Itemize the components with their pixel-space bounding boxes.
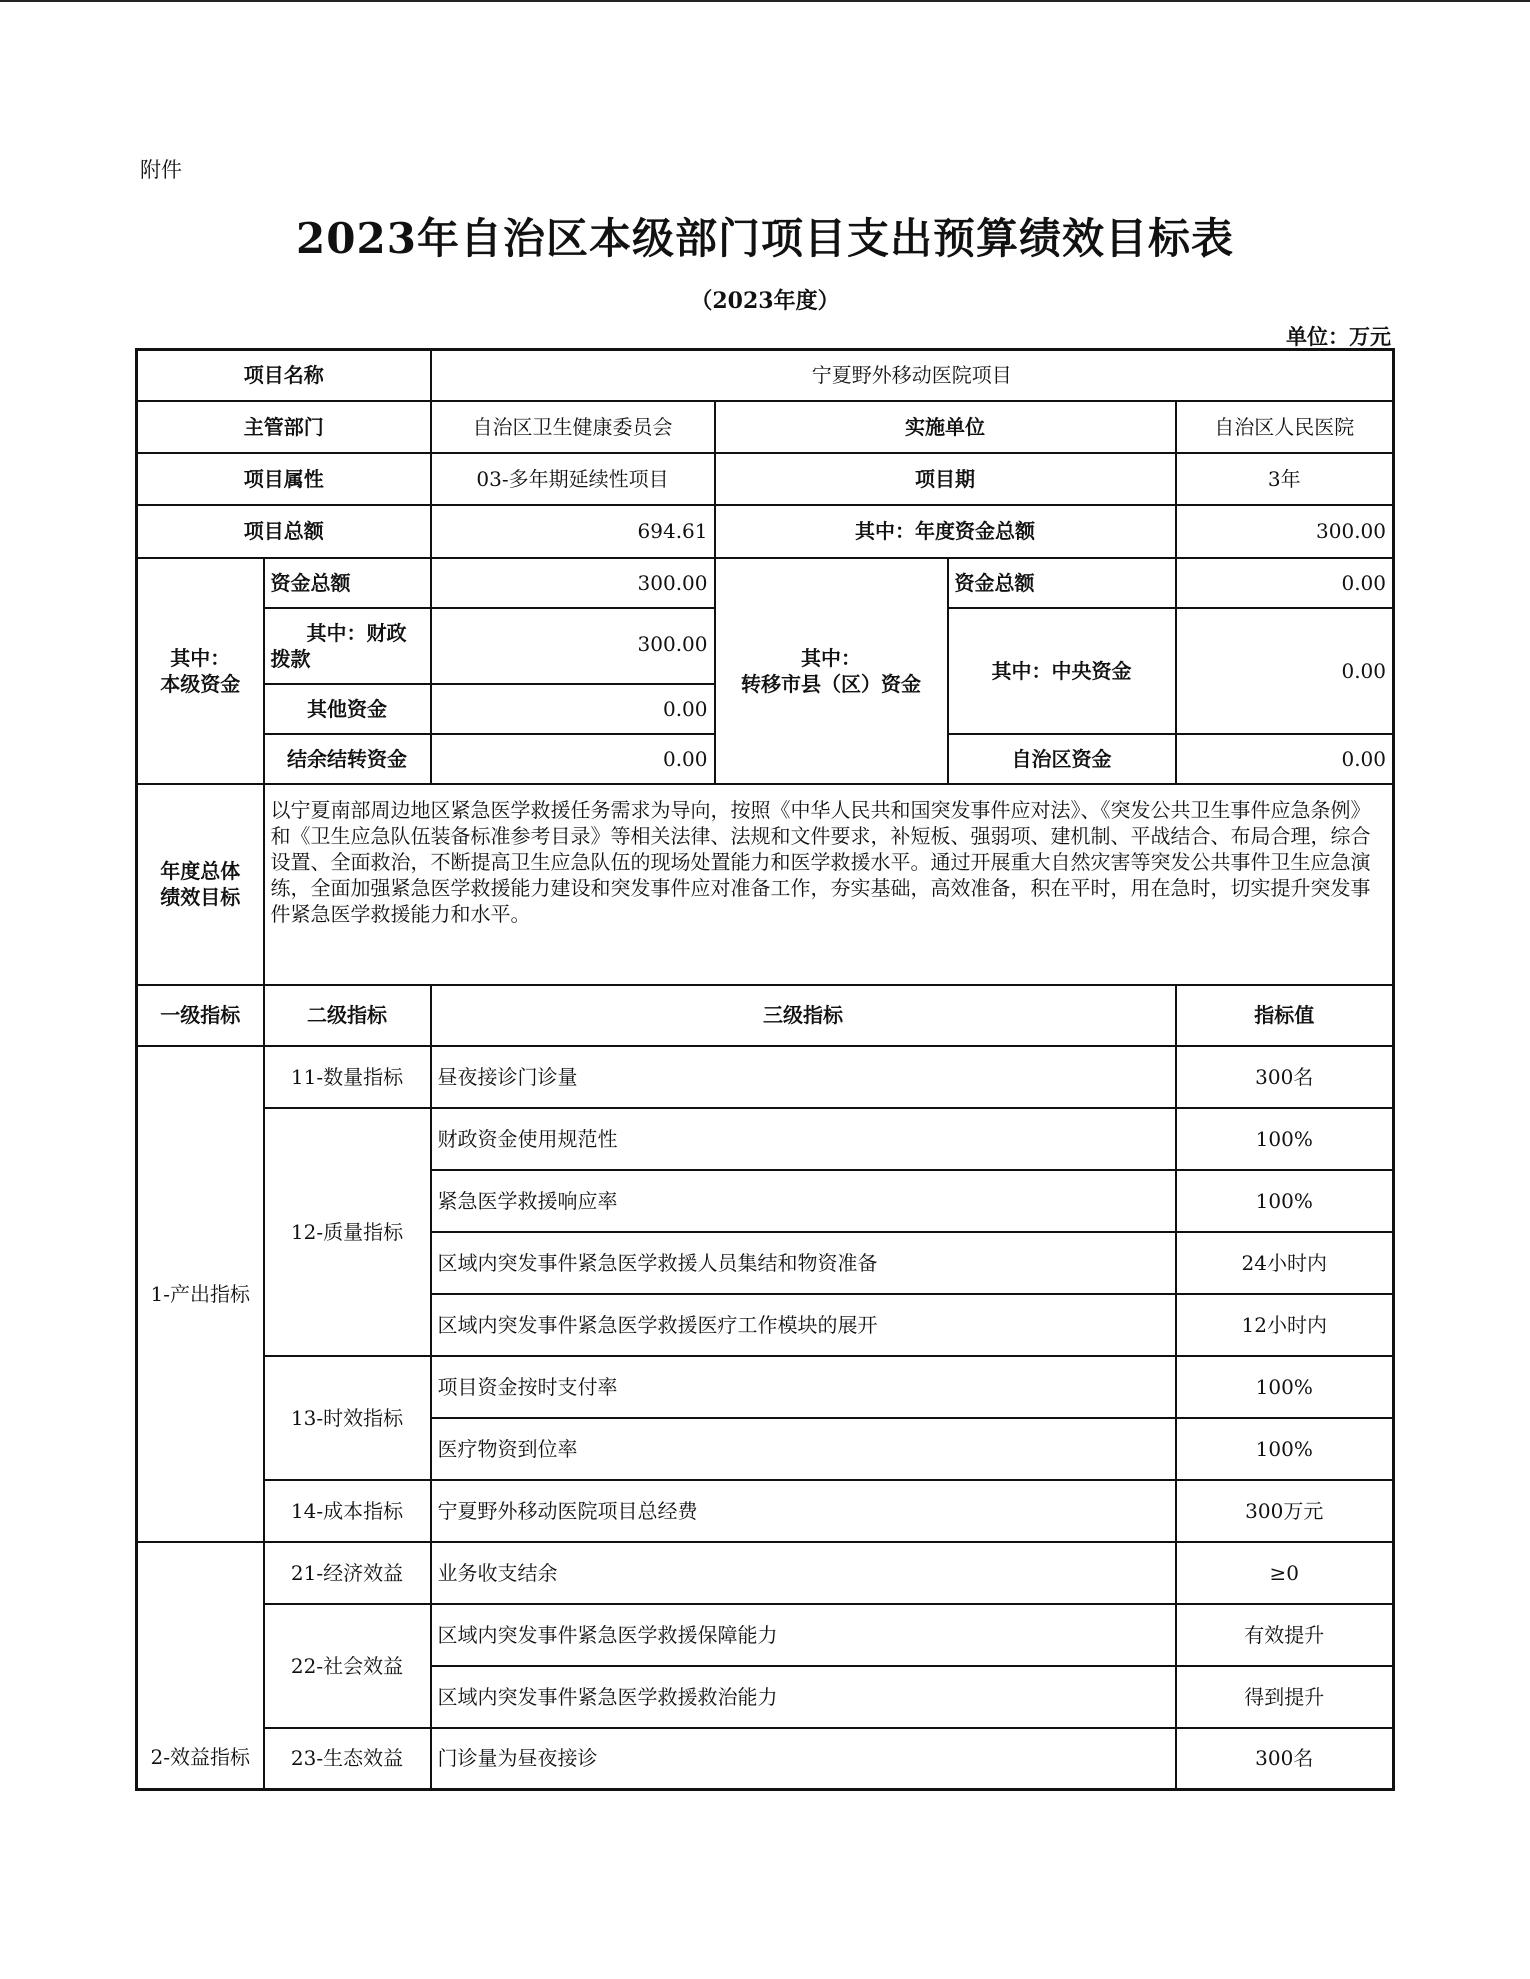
period-value: 3年 — [1176, 453, 1394, 505]
transfer-central-value: 0.00 — [1176, 608, 1394, 734]
header-level2: 二级指标 — [264, 985, 431, 1046]
row-indicator-headers — [137, 985, 1394, 1046]
level2-ecological: 23-生态效益 — [264, 1728, 431, 1790]
indicator-name: 区域内突发事件紧急医学救援保障能力 — [431, 1604, 1176, 1666]
level1-benefit: 2-效益指标 — [137, 1542, 264, 1790]
impl-value: 自治区人民医院 — [1176, 401, 1394, 453]
transfer-central-label: 其中：中央资金 — [948, 608, 1176, 734]
row-attr — [137, 453, 1394, 505]
row-dept — [137, 401, 1394, 453]
header-level3: 三级指标 — [431, 985, 1176, 1046]
indicator-value: 12小时内 — [1176, 1294, 1394, 1356]
header-level1: 一级指标 — [137, 985, 264, 1046]
indicator-value: 有效提升 — [1176, 1604, 1394, 1666]
indicator-value: ≥0 — [1176, 1542, 1394, 1604]
attr-label: 项目属性 — [137, 453, 431, 505]
level2-quantity: 11-数量指标 — [264, 1046, 431, 1108]
indicator-value: 300万元 — [1176, 1480, 1394, 1542]
total-label: 项目总额 — [137, 505, 431, 558]
dept-label: 主管部门 — [137, 401, 431, 453]
local-funds-group-label: 其中： 本级资金 — [137, 558, 264, 784]
indicator-name: 昼夜接诊门诊量 — [431, 1046, 1176, 1108]
indicator-name: 医疗物资到位率 — [431, 1418, 1176, 1480]
local-other-label: 其他资金 — [264, 684, 431, 734]
top-border-line — [0, 0, 1530, 2]
local-total-label: 资金总额 — [264, 558, 431, 608]
annual-goal-text: 以宁夏南部周边地区紧急医学救援任务需求为导向，按照《中华人民共和国突发事件应对法》、《突发公共卫生事件应急条例》和《卫生应急队伍装备标准参考目录》等相关法律、法规和文件要求，补短板、强弱项、建机制、平战结合、布局合理，综合设置、全面救治，不断提高卫生应急队伍的现场处置能力和医学救援水平。通过开展重大自然灾害等突发公共事件卫生应急演练，全面加强紧急医学救援能力建设和突发事件应对准备工作，夯实基础，高效准备，积在平时，用在急时，切实提升突发事件紧急医学救援能力和水平。 — [264, 784, 1394, 985]
indicator-name: 门诊量为昼夜接诊 — [431, 1728, 1176, 1790]
table-row — [137, 1046, 1394, 1108]
transfer-total-value: 0.00 — [1176, 558, 1394, 608]
annual-total-label: 其中：年度资金总额 — [715, 505, 1176, 558]
table-row — [137, 1108, 1394, 1170]
indicator-value: 100% — [1176, 1418, 1394, 1480]
level1-output: 1-产出指标 — [137, 1046, 264, 1542]
table-row — [137, 1480, 1394, 1542]
attr-value: 03-多年期延续性项目 — [431, 453, 715, 505]
annual-goal-label: 年度总体 绩效目标 — [137, 784, 264, 985]
transfer-region-value: 0.00 — [1176, 734, 1394, 784]
level2-social: 22-社会效益 — [264, 1604, 431, 1728]
local-carry-label: 结余结转资金 — [264, 734, 431, 784]
level2-economic: 21-经济效益 — [264, 1542, 431, 1604]
unit-label: 单位：万元 — [1286, 325, 1391, 349]
level2-cost: 14-成本指标 — [264, 1480, 431, 1542]
row-annual-goal — [137, 784, 1394, 985]
impl-label: 实施单位 — [715, 401, 1176, 453]
page-title: 2023年自治区本级部门项目支出预算绩效目标表 — [296, 214, 1234, 263]
transfer-total-label: 资金总额 — [948, 558, 1176, 608]
table-row — [137, 1542, 1394, 1604]
local-fiscal-label: 其中：财政拨款 — [264, 608, 431, 684]
table-row — [137, 1604, 1394, 1666]
total-value: 694.61 — [431, 505, 715, 558]
indicator-name: 宁夏野外移动医院项目总经费 — [431, 1480, 1176, 1542]
attachment-label: 附件 — [140, 158, 182, 182]
indicator-name: 财政资金使用规范性 — [431, 1108, 1176, 1170]
row-total — [137, 505, 1394, 558]
transfer-funds-group-label: 其中： 转移市县（区）资金 — [715, 558, 948, 784]
indicator-value: 100% — [1176, 1170, 1394, 1232]
indicator-value: 得到提升 — [1176, 1666, 1394, 1728]
table-row — [137, 1728, 1394, 1790]
local-total-value: 300.00 — [431, 558, 715, 608]
period-label: 项目期 — [715, 453, 1176, 505]
header-value: 指标值 — [1176, 985, 1394, 1046]
local-other-value: 0.00 — [431, 684, 715, 734]
indicator-name: 区域内突发事件紧急医学救援人员集结和物资准备 — [431, 1232, 1176, 1294]
row-funds-1 — [137, 558, 1394, 608]
annual-total-value: 300.00 — [1176, 505, 1394, 558]
indicator-name: 项目资金按时支付率 — [431, 1356, 1176, 1418]
indicator-name: 区域内突发事件紧急医学救援救治能力 — [431, 1666, 1176, 1728]
row-project-name — [137, 350, 1394, 401]
indicator-value: 300名 — [1176, 1728, 1394, 1790]
local-fiscal-value: 300.00 — [431, 608, 715, 684]
level2-timeliness: 13-时效指标 — [264, 1356, 431, 1480]
indicator-name: 区域内突发事件紧急医学救援医疗工作模块的展开 — [431, 1294, 1176, 1356]
indicator-value: 300名 — [1176, 1046, 1394, 1108]
dept-value: 自治区卫生健康委员会 — [431, 401, 715, 453]
project-name-label: 项目名称 — [137, 350, 431, 401]
indicator-value: 24小时内 — [1176, 1232, 1394, 1294]
local-carry-value: 0.00 — [431, 734, 715, 784]
transfer-region-label: 自治区资金 — [948, 734, 1176, 784]
indicator-value: 100% — [1176, 1356, 1394, 1418]
table-row — [137, 1356, 1394, 1418]
level2-quality: 12-质量指标 — [264, 1108, 431, 1356]
indicator-name: 业务收支结余 — [431, 1542, 1176, 1604]
indicator-name: 紧急医学救援响应率 — [431, 1170, 1176, 1232]
performance-target-table — [135, 348, 1395, 1791]
page-subtitle: （2023年度） — [690, 288, 840, 314]
project-name-value: 宁夏野外移动医院项目 — [431, 350, 1394, 401]
indicator-value: 100% — [1176, 1108, 1394, 1170]
